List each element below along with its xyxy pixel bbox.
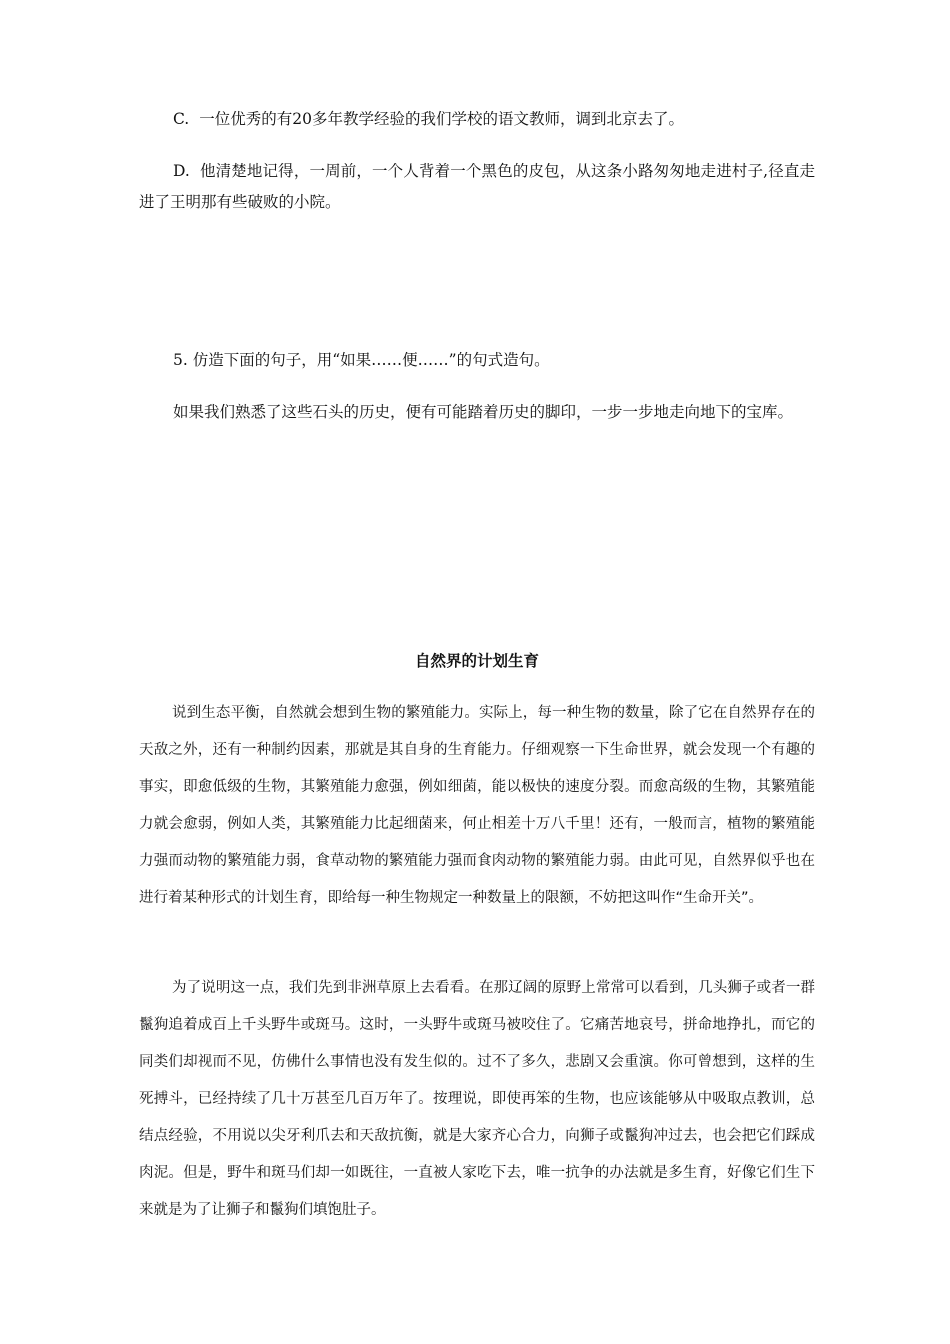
option-c-text: 一位优秀的有20多年教学经验的我们学校的语文教师，调到北京去了。 (199, 110, 684, 128)
article-paragraph-1: 说到生态平衡，自然就会想到生物的繁殖能力。实际上，每一种生物的数量，除了它在自然界存在的天敌之外，还有一种制约因素，那就是其自身的生育能力。仔细观察一下生命世界，就会发现一个有趣的事实，即愈低级的生物，其繁殖能力愈强，例如细菌，能以极快的速度分裂。而愈高级的生物，其繁殖能力就会愈弱，例如人类，其繁殖能力比起细菌来，何止相差十万八千里！还有，一般而言，植物的繁殖能力强而动物的繁殖能力弱，食草动物的繁殖能力强而食肉动物的繁殖能力弱。由此可见，自然界似乎也在进行着某种形式的计划生育，即给每一种生物规定一种数量上的限额，不妨把这叫作“生命开关”。 (139, 705, 815, 906)
option-c (139, 104, 815, 135)
option-d (139, 156, 815, 218)
question-5-prompt: 5. 仿造下面的句子，用“如果……便……”的句式造句。 (173, 351, 550, 369)
option-c-label: C. (173, 110, 190, 128)
option-d-label: D. (173, 162, 190, 180)
article-paragraph-2: 为了说明这一点，我们先到非洲草原上去看看。在那辽阔的原野上常常可以看到，几头狮子或者一群鬣狗追着成百上千头野牛或斑马。这时，一头野牛或斑马被咬住了。它痛苦地哀号，拼命地挣扎，而它的同类们却视而不见，仿佛什么事情也没有发生似的。过不了多久，悲剧又会重演。你可曾想到，这样的生死搏斗，已经持续了几十万甚至几百万年了。按理说，即使再笨的生物，也应该能够从中吸取点教训，总结点经验，不用说以尖牙利爪去和天敌抗衡，就是大家齐心合力，向狮子或鬣狗冲过去，也会把它们踩成肉泥。但是，野牛和斑马们却一如既往，一直被人家吃下去，唯一抗争的办法就是多生育，好像它们生下来就是为了让狮子和鬣狗们填饱肚子。 (139, 980, 815, 1218)
option-d-text: 他清楚地记得，一周前，一个人背着一个黑色的皮包，从这条小路匆匆地走进村子,径直走进了王明那有些破败的小院。 (139, 162, 815, 211)
article-title: 自然界的计划生育 (414, 652, 539, 670)
question-5-example: 如果我们熟悉了这些石头的历史，便有可能踏着历史的脚印，一步一步地走向地下的宝库。 (173, 403, 794, 421)
